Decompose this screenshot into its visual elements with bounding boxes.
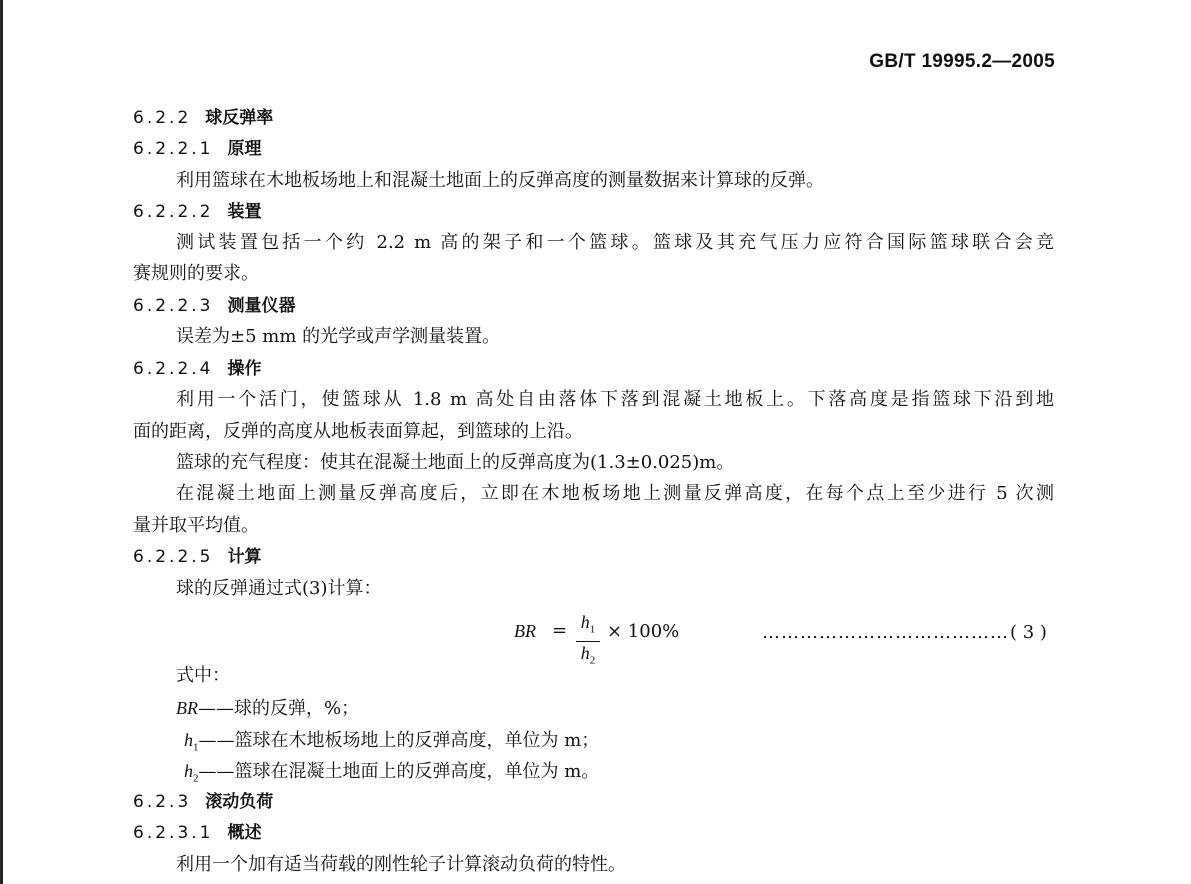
paragraph: 篮球的充气程度：使其在混凝土地面上的反弹高度为(1.3±0.025)m。 bbox=[176, 452, 735, 473]
heading-title: 原理 bbox=[227, 139, 262, 159]
paragraph: 利用一个加有适当荷载的刚性轮子计算滚动负荷的特性。 bbox=[176, 854, 626, 875]
heading-6-2-2-1 bbox=[133, 137, 261, 161]
definition-symbol: h bbox=[184, 730, 193, 750]
formula-lhs: BR bbox=[514, 621, 536, 641]
fraction-numerator: h bbox=[580, 612, 590, 632]
paragraph-line: 赛规则的要求。 bbox=[133, 263, 259, 284]
formula-multiplier: × 100% bbox=[607, 621, 680, 642]
definition-br bbox=[176, 696, 359, 721]
heading-title: 装置 bbox=[227, 202, 262, 222]
definition-h1 bbox=[184, 728, 599, 760]
heading-title: 计算 bbox=[227, 547, 262, 567]
fraction-denominator: h bbox=[580, 642, 590, 663]
heading-number: 6.2.2 bbox=[133, 108, 192, 128]
heading-number: 6.2.2.1 bbox=[133, 139, 214, 159]
heading-6-2-2-4 bbox=[133, 357, 261, 381]
heading-number: 6.2.3.1 bbox=[133, 823, 214, 843]
heading-6-2-3 bbox=[133, 790, 273, 814]
definition-symbol: BR bbox=[176, 698, 198, 718]
definition-text: ——篮球在混凝土地面上的反弹高度，单位为 m。 bbox=[198, 761, 600, 782]
standard-number: GB/T 19995.2—2005 bbox=[869, 51, 1055, 72]
definition-h2 bbox=[184, 759, 599, 791]
paragraph-line: 面的距离，反弹的高度从地板表面算起，到篮球的上沿。 bbox=[133, 421, 583, 442]
heading-title: 滚动负荷 bbox=[205, 792, 274, 812]
heading-title: 操作 bbox=[227, 359, 262, 379]
heading-number: 6.2.2.2 bbox=[133, 202, 214, 222]
heading-title: 测量仪器 bbox=[227, 296, 296, 316]
paragraph: 球的反弹通过式(3)计算： bbox=[176, 578, 382, 599]
heading-6-2-2-5 bbox=[133, 545, 261, 569]
heading-6-2-2-3 bbox=[133, 294, 295, 318]
definition-symbol: h bbox=[184, 761, 193, 781]
denominator-subscript: 2 bbox=[589, 654, 596, 667]
paragraph: 利用篮球在木地板场地上和混凝土地面上的反弹高度的测量数据来计算球的反弹。 bbox=[176, 170, 824, 191]
heading-number: 6.2.2.3 bbox=[133, 296, 214, 316]
heading-number: 6.2.2.4 bbox=[133, 359, 214, 379]
heading-number: 6.2.2.5 bbox=[133, 547, 214, 567]
page-edge bbox=[0, 0, 3, 884]
paragraph-line: 测试装置包括一个约 2.2 m 高的架子和一个篮球。篮球及其充气压力应符合国际篮球联合会竞 bbox=[176, 232, 1054, 253]
formula-equals: = bbox=[552, 620, 568, 641]
heading-number: 6.2.3 bbox=[133, 792, 192, 812]
paragraph-line: 在混凝土地面上测量反弹高度后，立即在木地板场地上测量反弹高度，在每个点上至少进行 5 次测 bbox=[176, 483, 1054, 504]
definition-text: ——篮球在木地板场地上的反弹高度，单位为 m； bbox=[198, 730, 600, 751]
equation-number: ( 3 ) bbox=[1010, 622, 1047, 643]
definition-text: ——球的反弹，%； bbox=[198, 698, 360, 719]
numerator-subscript: 1 bbox=[589, 623, 596, 636]
heading-title: 球反弹率 bbox=[205, 108, 274, 128]
definition-subscript: 2 bbox=[193, 772, 199, 785]
heading-6-2-3-1 bbox=[133, 821, 261, 845]
paragraph: 误差为±5 mm 的光学或声学测量装置。 bbox=[176, 326, 501, 347]
definition-subscript: 1 bbox=[193, 741, 199, 754]
formula-fraction bbox=[576, 612, 600, 670]
heading-6-2-2 bbox=[133, 106, 273, 130]
where-label: 式中： bbox=[176, 665, 230, 686]
formula-leader-dots: ………………………………… bbox=[762, 622, 1009, 643]
paragraph-line: 量并取平均值。 bbox=[133, 515, 259, 536]
paragraph-line: 利用一个活门，使篮球从 1.8 m 高处自由落体下落到混凝土地板上。下落高度是指篮球下沿到地 bbox=[176, 389, 1054, 410]
heading-6-2-2-2 bbox=[133, 200, 261, 224]
fraction-bar bbox=[576, 641, 600, 642]
heading-title: 概述 bbox=[227, 823, 262, 843]
